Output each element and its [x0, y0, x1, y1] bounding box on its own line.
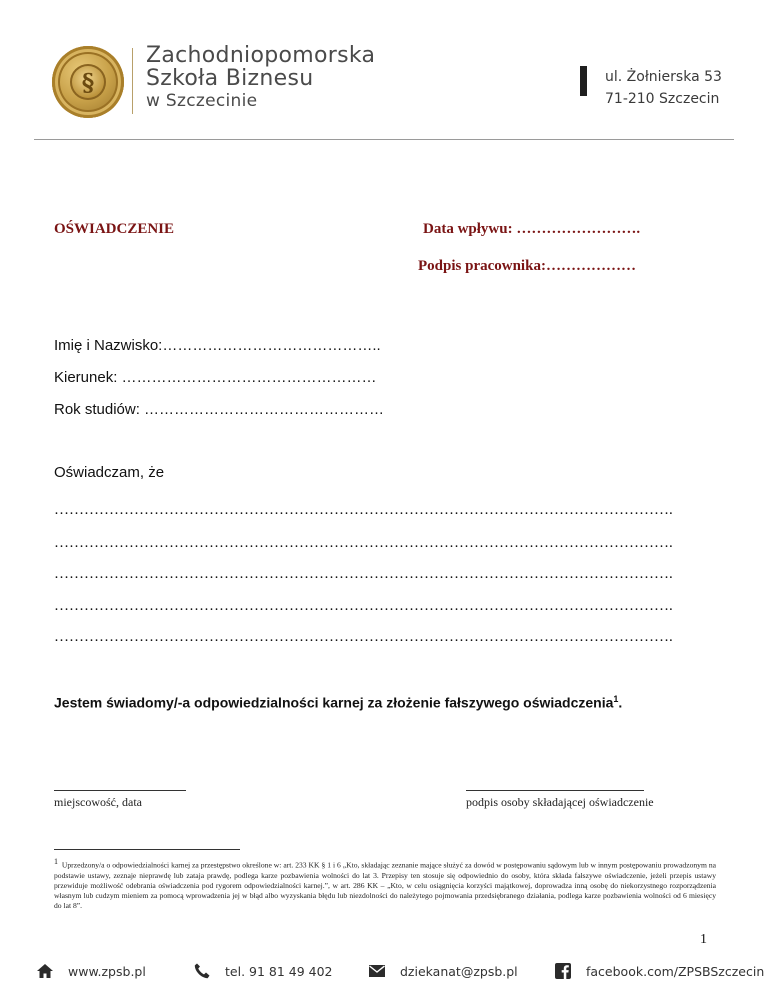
- footnote-rule: [54, 849, 240, 850]
- address-street: ul. Żołnierska 53: [605, 69, 722, 85]
- footnote-marker: 1: [54, 857, 58, 866]
- email-link[interactable]: dziekanat@zpsb.pl: [400, 963, 518, 979]
- footer-phone[interactable]: [193, 962, 333, 980]
- declaration-line[interactable]: …………………………………………………………………………………………………………….: [54, 598, 673, 614]
- signer-line[interactable]: [466, 790, 644, 791]
- phone-icon: [193, 962, 211, 980]
- footer-facebook[interactable]: [554, 962, 764, 980]
- footer-email[interactable]: [368, 962, 518, 980]
- school-name: [146, 44, 375, 112]
- declaration-intro: Oświadczam, że: [54, 464, 165, 481]
- facebook-link[interactable]: facebook.com/ZPSBSzczecin: [586, 963, 765, 979]
- footer-website[interactable]: [36, 962, 146, 980]
- page-number: 1: [700, 932, 707, 947]
- declaration-line[interactable]: …………………………………………………………………………………………………………….: [54, 502, 673, 518]
- home-icon: [36, 962, 54, 980]
- signer-label: podpis osoby składającej oświadczenie: [466, 795, 654, 809]
- place-date-label: miejscowość, data: [54, 795, 142, 809]
- address-marker: [580, 66, 587, 96]
- place-date-line[interactable]: [54, 790, 186, 791]
- address-city: 71-210 Szczecin: [605, 91, 720, 107]
- year-field[interactable]: Rok studiów: …………………………………………: [54, 401, 385, 418]
- major-field[interactable]: Kierunek: ……………………………………………: [54, 369, 377, 386]
- receipt-date-field: Data wpływu: …………………….: [423, 221, 641, 237]
- school-address: [605, 66, 722, 110]
- school-seal-icon: §: [52, 46, 124, 118]
- header-divider: [132, 48, 133, 114]
- footnote-ref: 1: [613, 694, 619, 704]
- school-name-line3: w Szczecinie: [146, 91, 258, 111]
- liability-statement-text: Jestem świadomy/-a odpowiedzialności karnej za złożenie fałszywego oświadczenia: [54, 694, 614, 711]
- footnote: [54, 857, 716, 911]
- website-link[interactable]: www.zpsb.pl: [68, 963, 146, 979]
- header-rule: [34, 139, 734, 140]
- declaration-line[interactable]: …………………………………………………………………………………………………………….: [54, 566, 673, 582]
- envelope-icon: [368, 962, 386, 980]
- form-title: OŚWIADCZENIE: [54, 221, 175, 237]
- declaration-line[interactable]: …………………………………………………………………………………………………………….: [54, 629, 673, 645]
- employee-signature-field: Podpis pracownika:………………: [418, 258, 636, 274]
- declaration-line[interactable]: …………………………………………………………………………………………………………….: [54, 535, 673, 551]
- school-name-line1: Zachodniopomorska: [146, 43, 376, 68]
- footnote-text: Uprzedzony/a o odpowiedzialności karnej za przestępstwo określone w: art. 233 KK § 1 i 6 „Kto, składając zeznanie mające służyć za dowód w postępowaniu sądowym lub w innym postępowaniu prowadzonym na podstawie ustawy, zeznaje nieprawdę lub zataja prawdę, podlega karze pozbawienia wolności do lat 3. Przepisy ten stosuje się odpowiednio do osoby, która składa fałszywe oświadczenie, jeżeli przepis ustawy przewiduje możliwość odebrania oświadczenia pod rygorem odpowiedzialności karnej.”, w art. 286 KK – „Kto, w celu osiągnięcia korzyści majątkowej, doprowadza inną osobę do niekorzystnego rozporządzenia własnym lub cudzym mieniem za pomocą wprowadzenia jej w błąd albo wyzyskania błędu lub niezdolności do należytego pojmowania przedsiębranego działania, podlega karze pozbawienia wolności od 6 miesięcy do lat 8”.: [54, 860, 716, 910]
- phone-number[interactable]: tel. 91 81 49 402: [225, 963, 333, 979]
- name-field[interactable]: Imię i Nazwisko:……………………………………..: [54, 337, 381, 354]
- liability-statement: Jestem świadomy/-a odpowiedzialności karnej za złożenie fałszywego oświadczenia$^1$.: [54, 694, 623, 711]
- school-name-line2: Szkoła Biznesu: [146, 66, 314, 91]
- facebook-icon: [554, 962, 572, 980]
